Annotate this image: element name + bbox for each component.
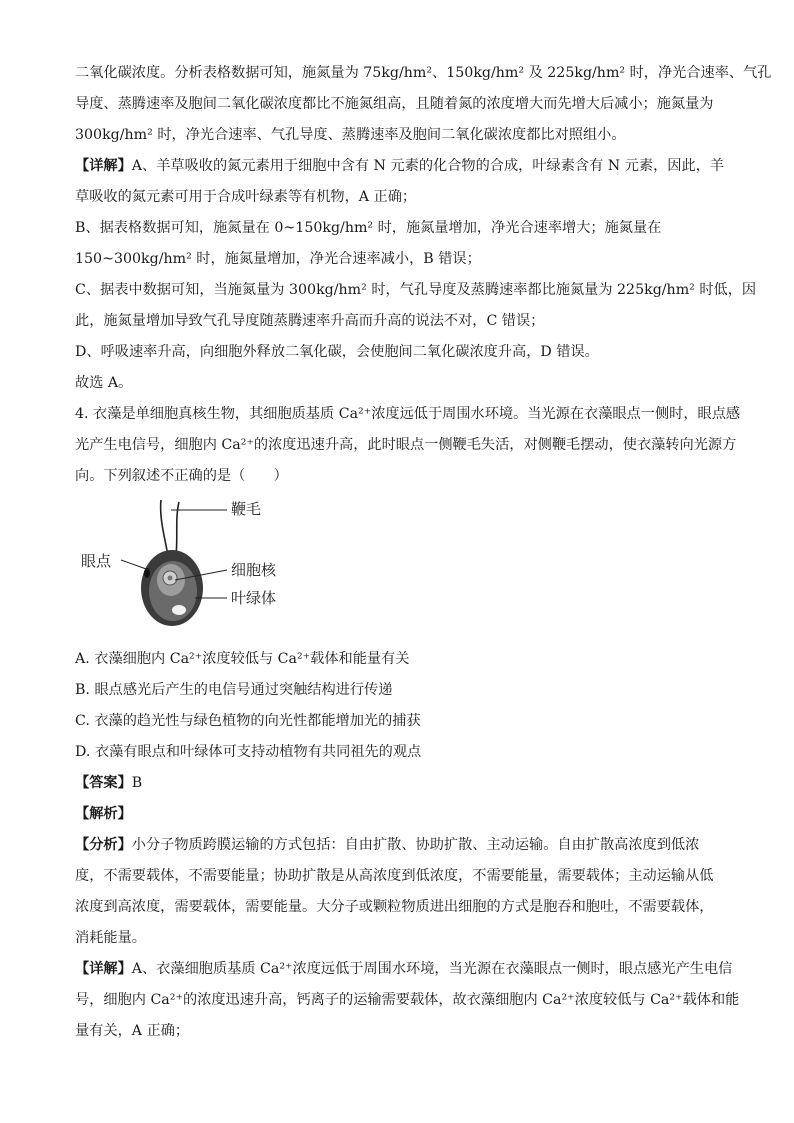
leader-eyespot: [121, 560, 149, 570]
text-line: C、据表中数据可知，当施氮量为 300kg/hm² 时，气孔导度及蒸腾速率都比施氮量为 225kg/hm² 时低，因: [75, 282, 757, 298]
option-d: D. 衣藻有眼点和叶绿体可支持动植物有共同祖先的观点: [75, 744, 422, 760]
label-nucleus: 细胞核: [231, 561, 277, 579]
text-line: 二氧化碳浓度。分析表格数据可知，施氮量为 75kg/hm²、150kg/hm² 及 225kg/hm² 时，净光合速率、气孔: [75, 65, 772, 81]
text-line: D、呼吸速率升高，向细胞外释放二氧化碳，会使胞间二氧化碳浓度升高，D 错误。: [75, 344, 599, 360]
text-line: 浓度到高浓度，需要载体，需要能量。大分子或颗粒物质进出细胞的方式是胞吞和胞吐，不需要载体，: [75, 899, 714, 915]
question-4-line: 光产生电信号，细胞内 Ca²⁺的浓度迅速升高，此时眼点一侧鞭毛失活，对侧鞭毛摆动，使衣藻转向光源方: [75, 437, 737, 453]
text-line: 号，细胞内 Ca²⁺的浓度迅速升高，钙离子的运输需要载体，故衣藻细胞内 Ca²⁺浓度较低与 Ca²⁺载体和能: [75, 992, 740, 1008]
document-page: [75, 58, 772, 1047]
pyrenoid-shape: [172, 605, 186, 615]
detail-tag: 【详解】: [75, 158, 132, 174]
text-line: A、衣藻细胞质基质 Ca²⁺浓度远低于周围水环境，当光源在衣藻眼点一侧时，眼点感光产生电信: [131, 961, 733, 977]
question-4-line: 4. 衣藻是单细胞真核生物，其细胞质基质 Ca²⁺浓度远低于周围水环境。当光源在衣藻眼点一侧时，眼点感: [75, 406, 741, 422]
detail-paragraph: [75, 954, 733, 985]
text-line: 消耗能量。: [75, 930, 146, 946]
answer-line: [75, 768, 725, 799]
text-line: A、羊草吸收的氮元素用于细胞中含有 N 元素的化合物的合成，叶绿素含有 N 元素，因此，羊: [131, 158, 725, 174]
detail-tag: 【详解】: [75, 961, 132, 977]
text-line: 量有关，A 正确；: [75, 1023, 190, 1039]
chlamydomonas-figure: [75, 498, 725, 636]
label-eyespot: 眼点: [81, 552, 112, 570]
analysis-heading: 【解析】: [75, 806, 132, 822]
answer-value: B: [131, 775, 143, 791]
text-line: B、据表格数据可知，施氮量在 0~150kg/hm² 时，施氮量增加，净光合速率增大；施氮量在: [75, 220, 662, 236]
analysis-paragraph: [75, 830, 725, 861]
text-line: 度，不需要载体，不需要能量；协助扩散是从高浓度到低浓度，不需要能量，需要载体；主动运输从低: [75, 868, 714, 884]
option-a: A. 衣藻细胞内 Ca²⁺浓度较低与 Ca²⁺载体和能量有关: [75, 651, 410, 667]
nucleolus-shape: [168, 576, 173, 581]
detail-paragraph: [75, 151, 725, 182]
text-line: 150~300kg/hm² 时，施氮量增加，净光合速率减小，B 错误；: [75, 251, 481, 267]
text-line: 300kg/hm² 时，净光合速率、气孔导度、蒸腾速率及胞间二氧化碳浓度都比对照组小。: [75, 127, 626, 143]
option-c: C. 衣藻的趋光性与绿色植物的向光性都能增加光的捕获: [75, 713, 421, 729]
analysis-tag: 【分析】: [75, 837, 132, 853]
option-b: B. 眼点感光后产生的电信号通过突触结构进行传递: [75, 682, 393, 698]
text-line: 草吸收的氮元素可用于合成叶绿素等有机物，A 正确；: [75, 189, 417, 205]
label-flagella: 鞭毛: [231, 500, 262, 518]
text-line: 小分子物质跨膜运输的方式包括：自由扩散、协助扩散、主动运输。自由扩散高浓度到低浓: [131, 837, 700, 853]
text-line: 此，施氮量增加导致气孔导度随蒸腾速率升高而升高的说法不对，C 错误；: [75, 313, 545, 329]
text-line: 导度、蒸腾速率及胞间二氧化碳浓度都比不施氮组高，且随着氮的浓度增大而先增大后减小；施氮量为: [75, 96, 714, 112]
conclusion-line: 故选 A。: [75, 375, 133, 391]
answer-tag: 【答案】: [75, 775, 132, 791]
flagellum-left: [161, 500, 168, 556]
label-chloroplast: 叶绿体: [231, 589, 277, 607]
question-4-line: 向。下列叙述不正确的是（ ）: [75, 468, 288, 484]
